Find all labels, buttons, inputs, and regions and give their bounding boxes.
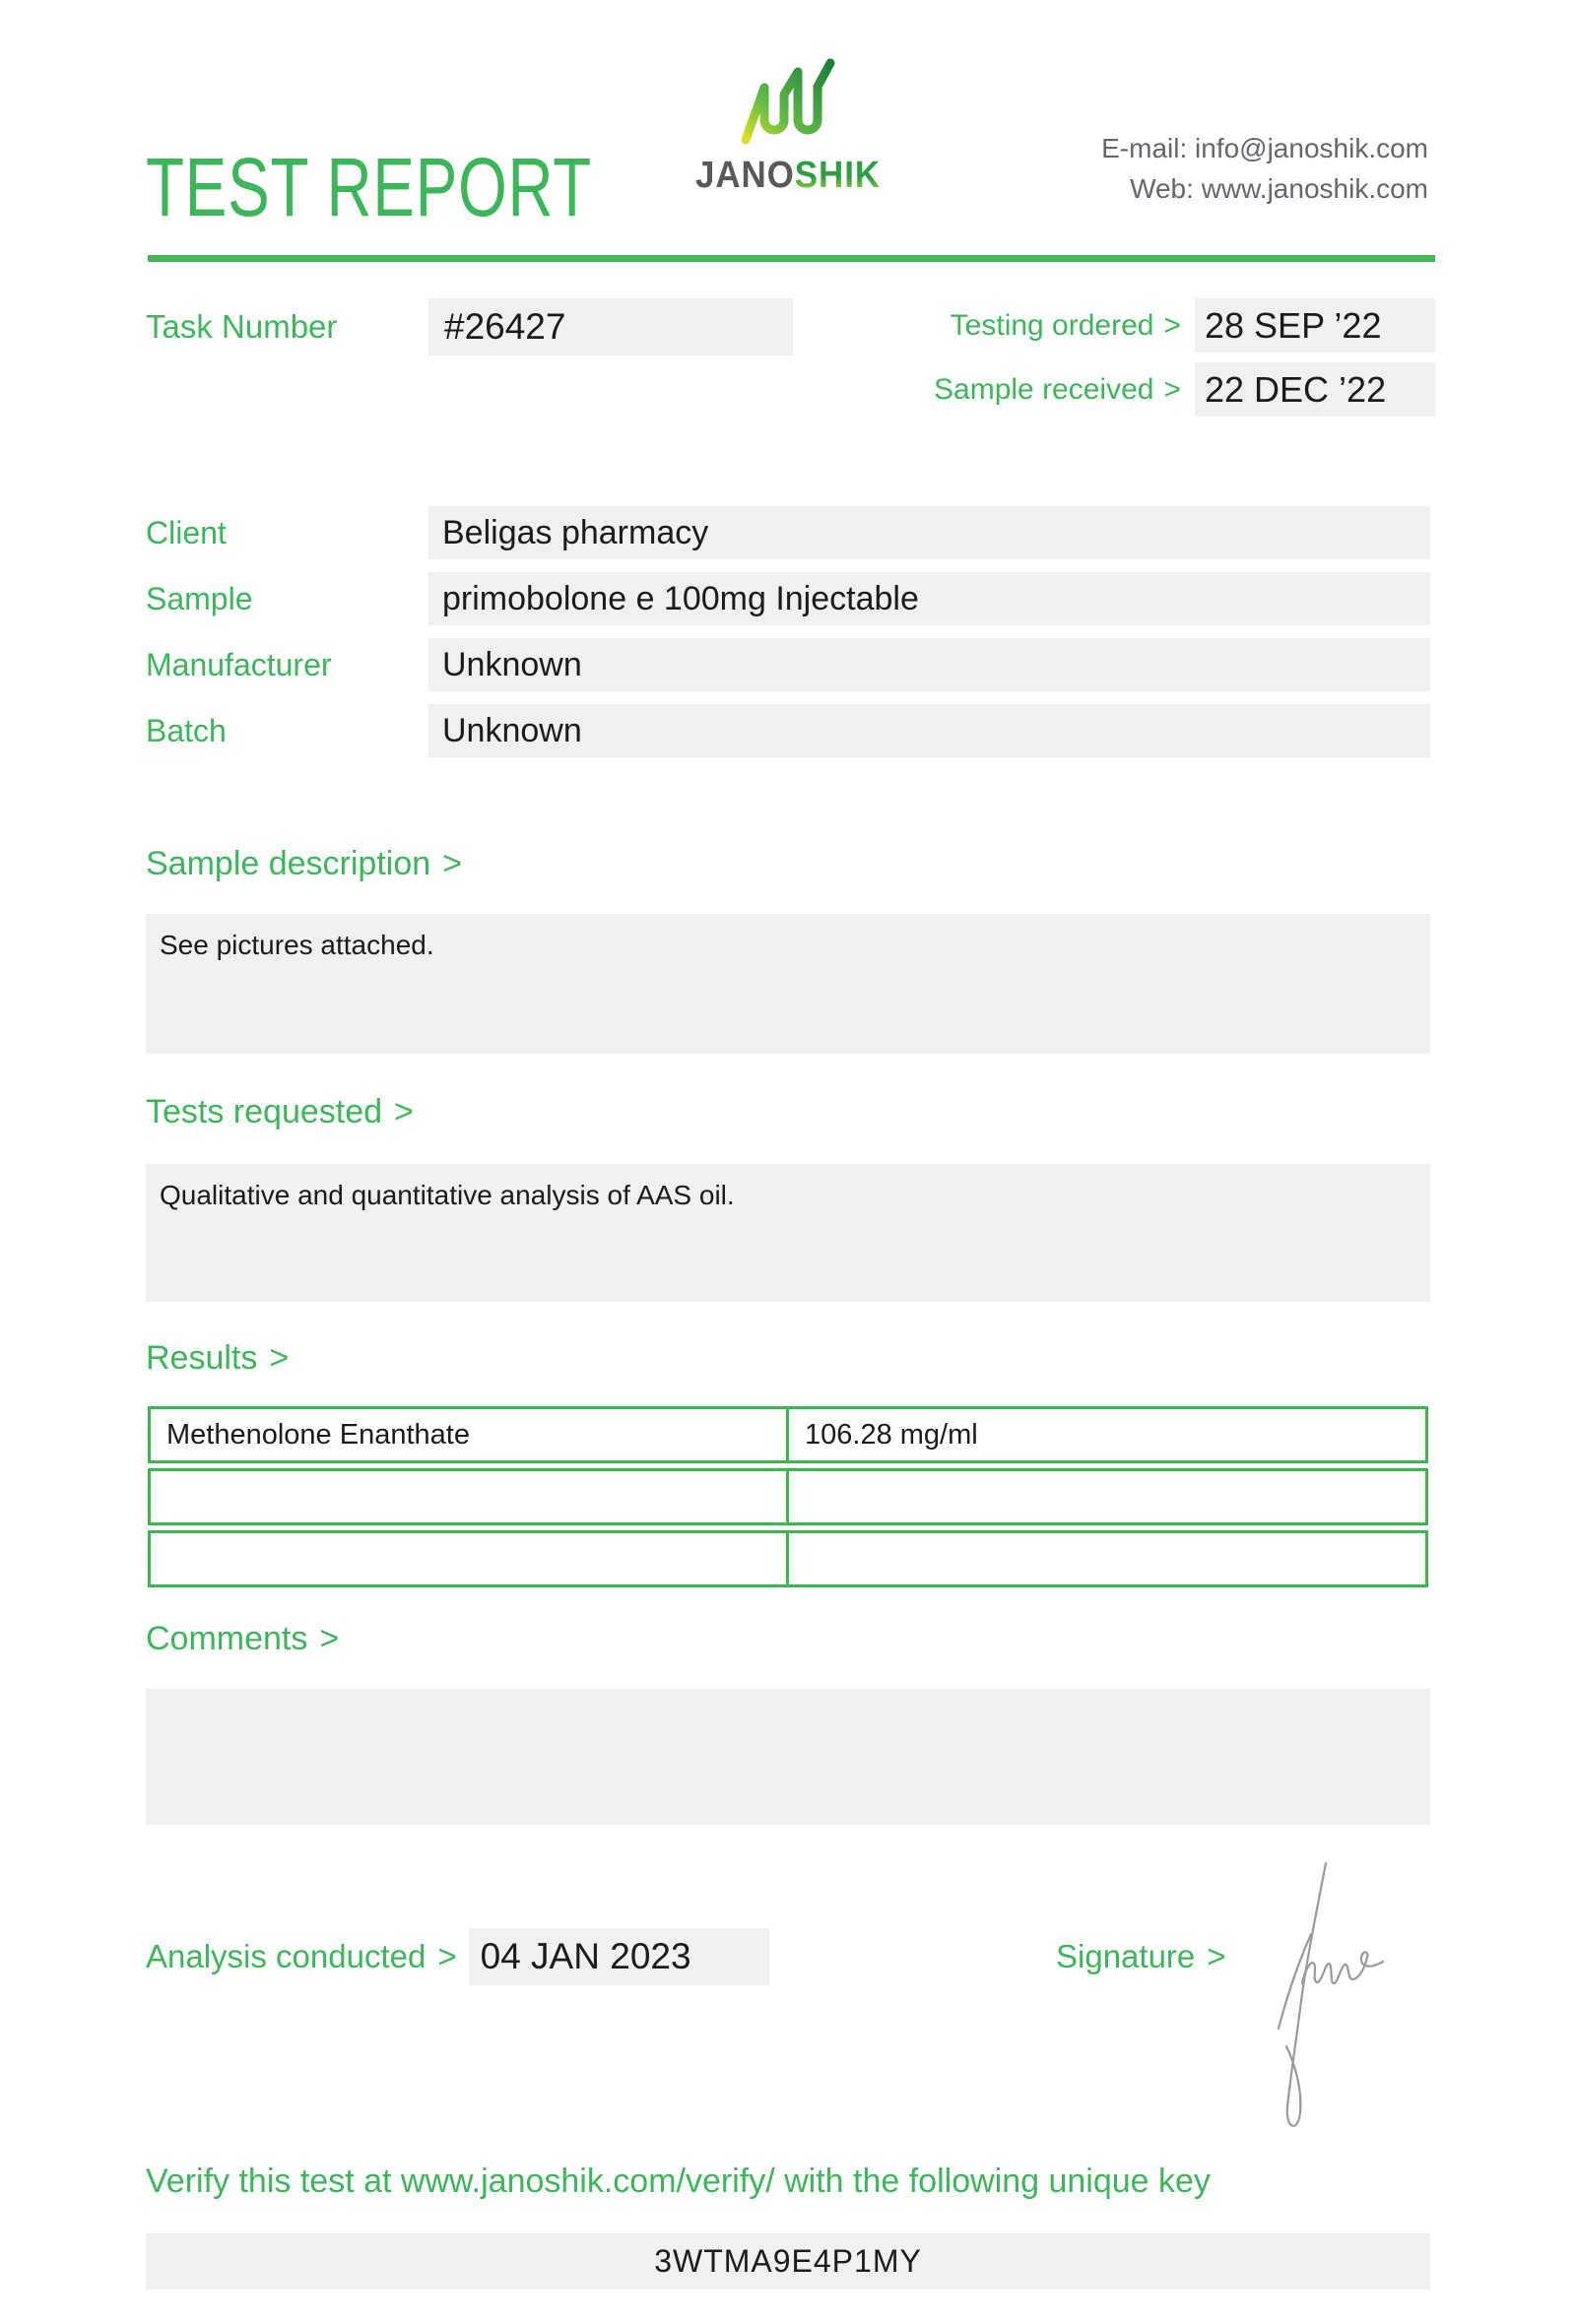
task-number-value: #26427 xyxy=(444,306,566,347)
task-number-label: Task Number xyxy=(146,308,338,345)
analysis-date-field xyxy=(469,1928,769,1985)
sample-value: primobolone e 100mg Injectable xyxy=(442,580,919,617)
comments-text xyxy=(146,1689,1430,1705)
growth-chart-icon xyxy=(739,57,837,148)
testing-ordered-label: Testing ordered xyxy=(950,308,1154,342)
unique-key-box xyxy=(146,2233,1430,2290)
tests-requested-box xyxy=(146,1164,1430,1302)
manufacturer-label: Manufacturer xyxy=(146,647,332,682)
analysis-date-value: 04 JAN 2023 xyxy=(480,1936,691,1976)
sample-field xyxy=(428,572,1430,625)
result-cell xyxy=(789,1533,1425,1584)
sample-received-field xyxy=(1195,362,1435,417)
unique-key-value: 3WTMA9E4P1MY xyxy=(654,2243,922,2279)
sample-label: Sample xyxy=(146,581,253,616)
analyte-cell xyxy=(151,1471,789,1522)
chevron-right-icon: > xyxy=(1207,1938,1226,1974)
chevron-right-icon: > xyxy=(1163,308,1181,342)
contact-web: Web: www.janoshik.com xyxy=(1130,173,1428,204)
janoshik-logo xyxy=(680,57,896,195)
contact-block xyxy=(1101,128,1428,209)
testing-ordered-value: 28 SEP ’22 xyxy=(1205,305,1382,346)
client-row xyxy=(146,506,1430,559)
sample-description-heading: Sample description > xyxy=(146,845,463,882)
sample-description-text: See pictures attached. xyxy=(160,930,434,960)
sample-description-box xyxy=(146,914,1430,1054)
signature-image xyxy=(1263,1853,1391,2149)
logo-word-jano: JANO xyxy=(694,155,795,196)
comments-heading: Comments > xyxy=(146,1620,340,1657)
sample-received-value: 22 DEC ’22 xyxy=(1205,369,1387,410)
manufacturer-value: Unknown xyxy=(442,646,582,683)
client-label: Client xyxy=(146,515,227,550)
analyte-cell: Methenolone Enanthate xyxy=(151,1409,789,1460)
manufacturer-row xyxy=(146,638,1430,691)
dates-block xyxy=(877,298,1435,426)
header-divider xyxy=(148,255,1435,262)
sample-received-label: Sample received xyxy=(934,372,1154,406)
results-heading: Results > xyxy=(146,1339,290,1377)
sample-row xyxy=(146,572,1430,625)
testing-ordered-row xyxy=(877,298,1435,353)
result-cell xyxy=(789,1471,1425,1522)
chevron-right-icon: > xyxy=(394,1093,414,1130)
sample-info-block xyxy=(146,506,1430,770)
result-cell: 106.28 mg/ml xyxy=(805,1418,978,1451)
task-number-field xyxy=(428,298,793,355)
table-row xyxy=(148,1468,1428,1525)
chevron-right-icon: > xyxy=(442,845,463,882)
verify-instruction: Verify this test at www.janoshik.com/verify/ with the following unique key xyxy=(146,2163,1211,2200)
contact-email: E-mail: info@janoshik.com xyxy=(1101,133,1428,163)
batch-label: Batch xyxy=(146,713,227,748)
manufacturer-field xyxy=(428,638,1430,691)
chevron-right-icon: > xyxy=(437,1938,457,1974)
results-table xyxy=(148,1406,1428,1592)
chevron-right-icon: > xyxy=(319,1620,340,1657)
sample-received-row xyxy=(877,362,1435,417)
task-number-row xyxy=(146,298,793,355)
tests-requested-heading: Tests requested > xyxy=(146,1093,414,1130)
chevron-right-icon: > xyxy=(1163,372,1181,406)
page-title: TEST REPORT xyxy=(146,141,592,233)
table-row xyxy=(148,1530,1428,1587)
analysis-conducted-label: Analysis conducted xyxy=(146,1938,427,1974)
comments-box xyxy=(146,1689,1430,1825)
analyte-cell xyxy=(151,1533,789,1584)
client-field xyxy=(428,506,1430,559)
logo-wordmark xyxy=(689,156,887,195)
signature-label: Signature > xyxy=(1056,1938,1226,1974)
chevron-right-icon: > xyxy=(269,1339,290,1377)
client-value: Beligas pharmacy xyxy=(442,514,709,551)
logo-word-shik: SHIK xyxy=(794,155,882,196)
batch-field xyxy=(428,704,1430,757)
tests-requested-text: Qualitative and quantitative analysis of AAS oil. xyxy=(160,1180,735,1210)
batch-value: Unknown xyxy=(442,712,582,749)
analysis-conducted-row xyxy=(146,1928,769,1985)
testing-ordered-field xyxy=(1195,298,1435,353)
table-row xyxy=(148,1406,1428,1463)
batch-row xyxy=(146,704,1430,757)
